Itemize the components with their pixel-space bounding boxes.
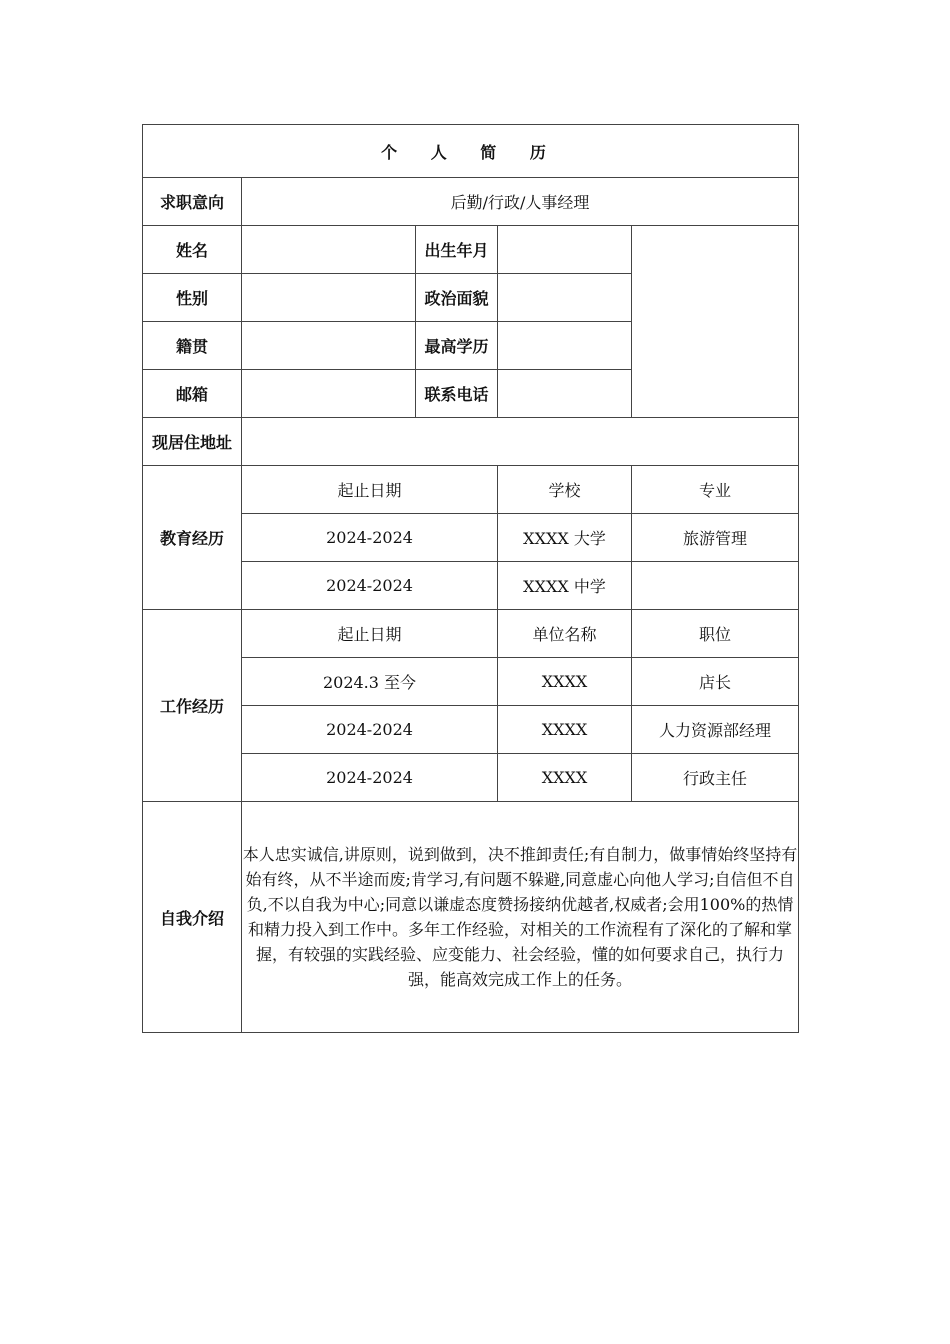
education-row-school: XXXX 中学 <box>498 562 632 610</box>
education-row-school: XXXX 大学 <box>498 514 632 562</box>
job-intention-value: 后勤/行政/人事经理 <box>242 178 799 226</box>
name-label: 姓名 <box>143 226 242 274</box>
education-row-dates: 2024-2024 <box>242 514 498 562</box>
address-value <box>242 418 799 466</box>
resume-table <box>142 124 799 1033</box>
politics-value <box>498 274 632 322</box>
job-intention-label: 求职意向 <box>143 178 242 226</box>
politics-label: 政治面貌 <box>416 274 498 322</box>
hometown-label: 籍贯 <box>143 322 242 370</box>
work-row-company: XXXX <box>498 754 632 802</box>
work-section-label: 工作经历 <box>143 610 242 802</box>
address-label: 现居住地址 <box>143 418 242 466</box>
gender-value <box>242 274 416 322</box>
education-level-value <box>498 322 632 370</box>
work-header-dates: 起止日期 <box>242 610 498 658</box>
work-row-dates: 2024-2024 <box>242 706 498 754</box>
gender-label: 性别 <box>143 274 242 322</box>
work-header-position: 职位 <box>632 610 799 658</box>
email-label: 邮箱 <box>143 370 242 418</box>
work-row-dates: 2024.3 至今 <box>242 658 498 706</box>
education-row-dates: 2024-2024 <box>242 562 498 610</box>
work-row-dates: 2024-2024 <box>242 754 498 802</box>
birth-value <box>498 226 632 274</box>
work-row-position: 店长 <box>632 658 799 706</box>
resume-title: 个 人 简 历 <box>143 125 799 178</box>
education-header-dates: 起止日期 <box>242 466 498 514</box>
birth-label: 出生年月 <box>416 226 498 274</box>
work-row-company: XXXX <box>498 658 632 706</box>
education-section-label: 教育经历 <box>143 466 242 610</box>
education-header-major: 专业 <box>632 466 799 514</box>
work-header-company: 单位名称 <box>498 610 632 658</box>
self-intro-text: 本人忠实诚信,讲原则，说到做到，决不推卸责任;有自制力，做事情始终坚持有始有终，从不半途而废;肯学习,有问题不躲避,同意虚心向他人学习;自信但不自负,不以自我为中心;同意以谦虚态度赞扬接纳优越者,权威者;会用100%的热情和精力投入到工作中。多年工作经验，对相关的工作流程有了深化的了解和掌握，有较强的实践经验、应变能力、社会经验，懂的如何要求自己，执行力强，能高效完成工作上的任务。 <box>242 802 799 1033</box>
name-value <box>242 226 416 274</box>
hometown-value <box>242 322 416 370</box>
education-header-school: 学校 <box>498 466 632 514</box>
education-row-major: 旅游管理 <box>632 514 799 562</box>
work-row-position: 行政主任 <box>632 754 799 802</box>
work-row-position: 人力资源部经理 <box>632 706 799 754</box>
work-row-company: XXXX <box>498 706 632 754</box>
education-level-label: 最高学历 <box>416 322 498 370</box>
email-value <box>242 370 416 418</box>
photo-cell <box>632 226 799 418</box>
education-row-major <box>632 562 799 610</box>
self-intro-label: 自我介绍 <box>143 802 242 1033</box>
phone-value <box>498 370 632 418</box>
phone-label: 联系电话 <box>416 370 498 418</box>
